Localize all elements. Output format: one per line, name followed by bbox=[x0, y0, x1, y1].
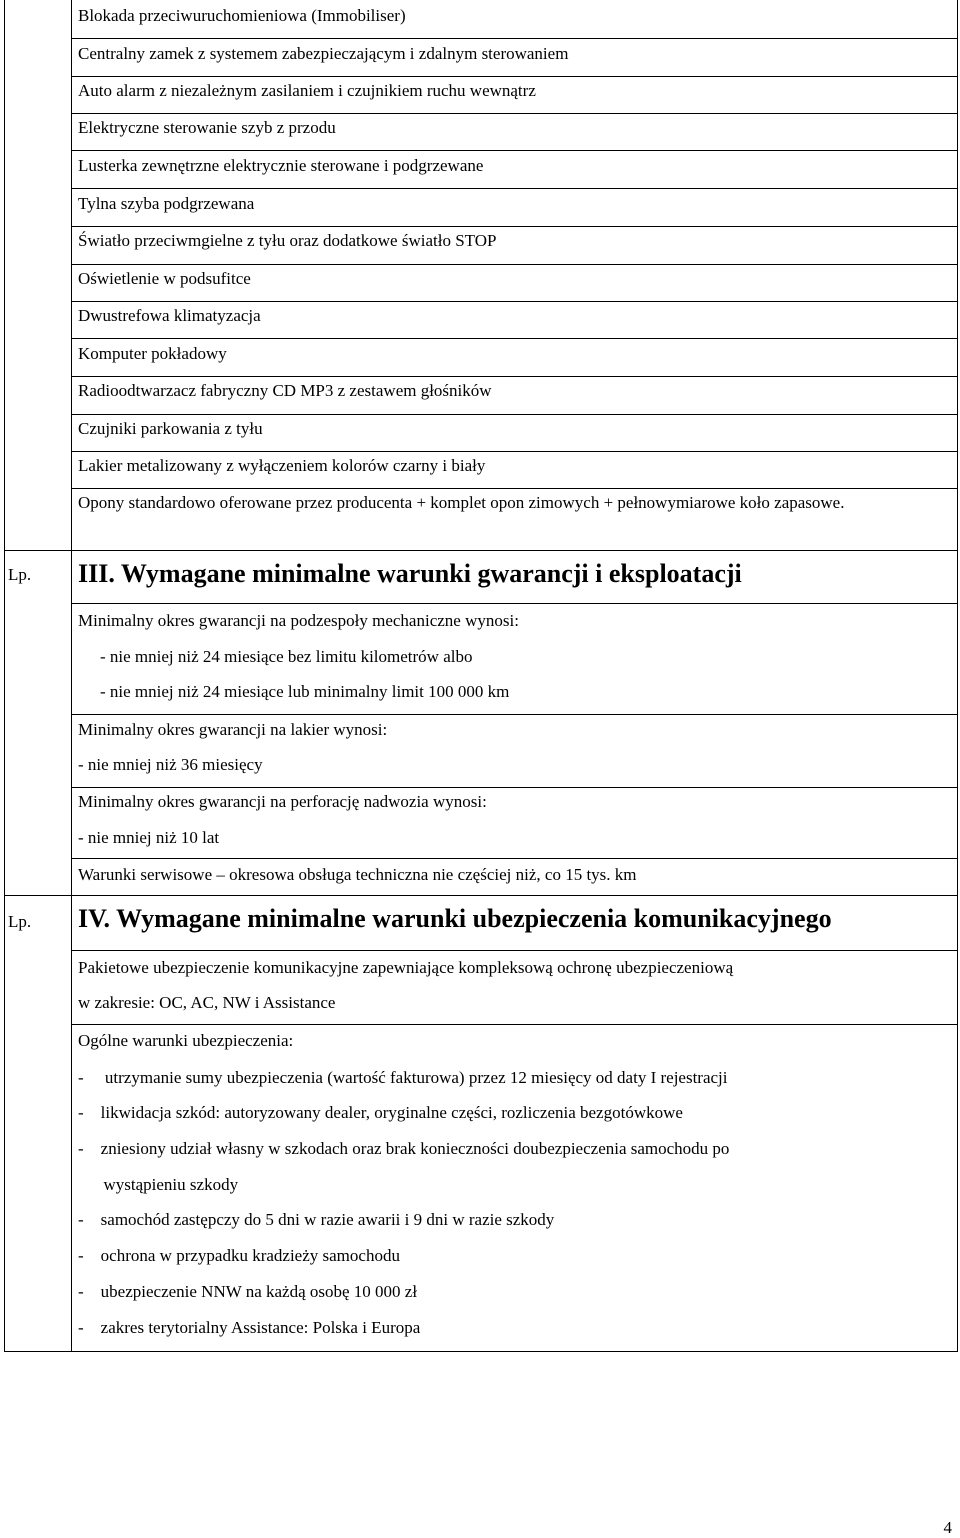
equipment-item: Lakier metalizowany z wyłączeniem kolorów czarny i biały bbox=[78, 456, 486, 475]
equipment-item-tyres: Opony standardowo oferowane przez producenta + komplet opon zimowych + pełnowymiarowe koło zapasowe. bbox=[78, 493, 845, 512]
warranty-paint-value: - nie mniej niż 36 miesięcy bbox=[78, 755, 263, 774]
condition-item: - ochrona w przypadku kradzieży samochodu bbox=[78, 1246, 400, 1265]
warranty-mech-item: - nie mniej niż 24 miesiące bez limitu kilometrów albo bbox=[100, 647, 473, 666]
equipment-item: Komputer pokładowy bbox=[78, 344, 227, 363]
row-divider bbox=[71, 338, 957, 339]
row-divider bbox=[71, 1024, 957, 1025]
row-divider bbox=[71, 858, 957, 859]
warranty-perf-value: - nie mniej niż 10 lat bbox=[78, 828, 220, 847]
condition-item: - samochód zastępczy do 5 dni w razie awarii i 9 dni w razie szkody bbox=[78, 1210, 555, 1229]
row-divider bbox=[4, 550, 957, 551]
equipment-item: Auto alarm z niezależnym zasilaniem i czujnikiem ruchu wewnątrz bbox=[78, 81, 536, 100]
warranty-perf-label: Minimalny okres gwarancji na perforację nadwozia wynosi: bbox=[78, 792, 487, 811]
warranty-paint-label: Minimalny okres gwarancji na lakier wynosi: bbox=[78, 720, 388, 739]
lp-label: Lp. bbox=[8, 912, 32, 931]
page-number: 4 bbox=[943, 1518, 952, 1537]
equipment-item: Blokada przeciwuruchomieniowa (Immobiliser) bbox=[78, 6, 406, 25]
row-divider bbox=[71, 76, 957, 77]
equipment-item: Światło przeciwmgielne z tyłu oraz dodatkowe światło STOP bbox=[78, 231, 497, 250]
row-divider bbox=[71, 38, 957, 39]
row-divider bbox=[71, 301, 957, 302]
equipment-item: Elektryczne sterowanie szyb z przodu bbox=[78, 118, 336, 137]
equipment-item: Lusterka zewnętrzne elektrycznie sterowane i podgrzewane bbox=[78, 156, 484, 175]
condition-item: - ubezpieczenie NNW na każdą osobę 10 000 zł bbox=[78, 1282, 418, 1301]
row-divider bbox=[71, 113, 957, 114]
row-divider bbox=[71, 714, 957, 715]
row-divider bbox=[71, 787, 957, 788]
insurance-package: w zakresie: OC, AC, NW i Assistance bbox=[78, 993, 336, 1012]
row-divider bbox=[71, 376, 957, 377]
service-conditions: Warunki serwisowe – okresowa obsługa techniczna nie częściej niż, co 15 tys. km bbox=[78, 865, 637, 884]
condition-item: - zakres terytorialny Assistance: Polska i Europa bbox=[78, 1318, 421, 1337]
general-conditions-label: Ogólne warunki ubezpieczenia: bbox=[78, 1031, 294, 1050]
equipment-item: Centralny zamek z systemem zabezpieczającym i zdalnym sterowaniem bbox=[78, 44, 569, 63]
row-divider bbox=[4, 895, 957, 896]
row-divider bbox=[71, 150, 957, 151]
row-divider bbox=[71, 603, 957, 604]
insurance-package: Pakietowe ubezpieczenie komunikacyjne zapewniające kompleksową ochronę ubezpieczeniową bbox=[78, 958, 734, 977]
condition-item: - likwidacja szkód: autoryzowany dealer, oryginalne części, rozliczenia bezgotówkowe bbox=[78, 1103, 683, 1122]
equipment-item: Tylna szyba podgrzewana bbox=[78, 194, 255, 213]
equipment-item: Dwustrefowa klimatyzacja bbox=[78, 306, 261, 325]
row-divider bbox=[71, 226, 957, 227]
section-heading: III. Wymagane minimalne warunki gwarancji i eksploatacji bbox=[78, 559, 742, 588]
condition-item: - utrzymanie sumy ubezpieczenia (wartość fakturowa) przez 12 miesięcy od daty I rejestracji bbox=[78, 1068, 728, 1087]
row-divider bbox=[71, 451, 957, 452]
warranty-mech-item: - nie mniej niż 24 miesiące lub minimalny limit 100 000 km bbox=[100, 682, 510, 701]
equipment-item: Oświetlenie w podsufitce bbox=[78, 269, 251, 288]
row-divider bbox=[71, 264, 957, 265]
row-divider bbox=[71, 950, 957, 951]
equipment-item: Radioodtwarzacz fabryczny CD MP3 z zestawem głośników bbox=[78, 381, 492, 400]
row-divider bbox=[71, 488, 957, 489]
section-heading: IV. Wymagane minimalne warunki ubezpieczenia komunikacyjnego bbox=[78, 904, 832, 933]
warranty-mech-label: Minimalny okres gwarancji na podzespoły mechaniczne wynosi: bbox=[78, 611, 519, 630]
condition-item: wystąpieniu szkody bbox=[78, 1175, 239, 1194]
condition-item: - zniesiony udział własny w szkodach oraz brak konieczności doubezpieczenia samochodu po bbox=[78, 1139, 730, 1158]
row-divider bbox=[71, 414, 957, 415]
equipment-item: Czujniki parkowania z tyłu bbox=[78, 419, 263, 438]
row-divider bbox=[71, 188, 957, 189]
lp-column-divider bbox=[71, 0, 72, 1352]
lp-label: Lp. bbox=[8, 565, 32, 584]
